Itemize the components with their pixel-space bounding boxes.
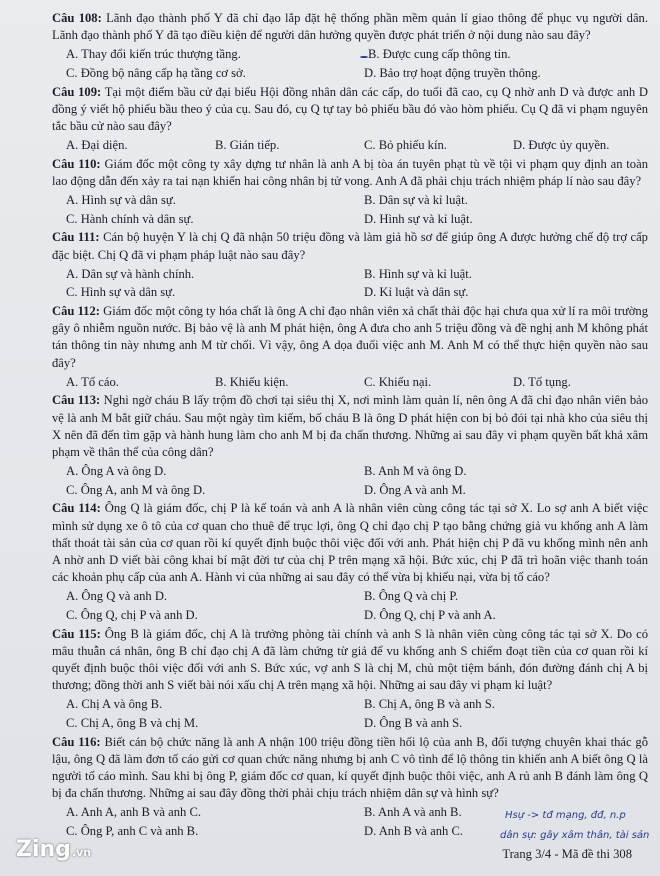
question-number: Câu 114: (52, 501, 101, 516)
option-d: D. Ông B và anh S. (364, 716, 463, 730)
option-d: D. Kỉ luật và dân sự. (364, 285, 469, 300)
question-text: Giám đốc một công ty hóa chất là ông A chỉ đạo nhân viên xả chất thải độc hại chưa qua xử lí ra môi trường gây ô nhiễm nguồn nước. Bị bảo vệ là anh M phát hiện, ông A đưa cho anh 5 triệu đồng và đề nghị anh M không phát tán thông tin này nhưng anh M từ chối. Vì vậy, ông A dọa đuổi việc anh M. Anh M có thể thực hiện quyền nào sau đây? (52, 303, 648, 370)
question-number: Câu 113: (52, 393, 101, 408)
exam-page (52, 10, 648, 870)
option-c: C. Hành chính và dân sự. (66, 211, 194, 226)
zing-logo: Zing.vn (16, 837, 92, 862)
options-110-row2 (52, 211, 648, 228)
options-111 (52, 266, 648, 283)
options-113-row2 (52, 482, 648, 499)
question-number: Câu 108: (52, 11, 102, 25)
option-d: D. Tố tụng. (513, 374, 571, 389)
options-109 (52, 137, 648, 154)
option-b: B. Hình sự và kỉ luật. (364, 266, 472, 281)
handwritten-note-2: dân sự: gây xâm thân, tài sản (500, 830, 650, 841)
option-b: B. Anh M và ông D. (364, 464, 467, 479)
option-a: A. Hình sự và dân sự. (66, 193, 176, 208)
option-b: B. Dân sự và kỉ luật. (364, 193, 468, 208)
question-text: Tại một điểm bầu cử đại biểu Hội đồng nhân dân các cấp, do tuổi đã cao, cụ Q nhờ anh D và được anh D đồng ý viết hộ phiếu bầu theo ý của cụ. Sau đó, cụ Q tự tay bỏ phiếu bầu đó vào hòm phiếu. Cụ Q đã vi phạm nguyên tắc bầu cử nào sau đây? (52, 84, 648, 133)
option-c: C. Chị A, ông B và chị M. (66, 716, 199, 730)
options-114-row2 (52, 607, 648, 624)
question-number: Câu 110: (52, 156, 101, 171)
question-110 (52, 156, 648, 190)
option-d: D. Anh B và anh C. (364, 824, 463, 838)
answer-circle (360, 56, 368, 58)
option-c: C. Ông A, anh M và ông D. (66, 482, 206, 497)
option-a: A. Chị A và ông B. (66, 697, 163, 712)
options-115-row2 (52, 715, 648, 732)
page-footer: Trang 3/4 - Mã đề thi 308 (502, 847, 632, 861)
option-a: A. Tố cáo. (66, 374, 119, 389)
option-c: C. Đồng bộ nâng cấp hạ tầng cơ sở. (66, 66, 246, 80)
question-text: Ông Q là giám đốc, chị P là kế toán và anh A là nhân viên cùng công tác tại sở X. Lo sợ anh A biết việc mình sử dụng xe ô tô của cơ quan cho thuê để trục lợi, ông Q chỉ đạo chị P tạo bằng chứng giả vu khống anh A làm thất thoát tài sản của cơ quan rồi kí quyết định buộc thôi việc đối với anh. Phát hiện chị P đã vu khống mình nên anh A nhờ anh D viết bài công khai bí mật đời tư của chị P trên mạng xã hội. Bức xúc, chị P đã trì hoãn việc thanh toán các khoản phụ cấp của anh A. Hành vi của những ai sau đây có thể vừa bị khiếu nại, vừa bị tố cáo? (52, 501, 648, 585)
options-108 (52, 46, 648, 63)
question-text: Ông B là giám đốc, chị A là trưởng phòng tài chính và anh S là nhân viên cùng công tác tại sở X. Do có mâu thuẫn cá nhân, ông B chỉ đạo chị A đã làm chứng từ giả để vu khống anh S chiếm đoạt tiền của cơ quan rồi kí quyết định buộc thôi việc đối với anh S. Bức xúc, vợ anh S là chị M, chủ một tiệm bánh, đón đường đánh chị A bị thương; đồng thời anh S viết bài nói xấu chị A trên mạng xã hội. Những ai sau đây vi phạm kỉ luật? (52, 626, 648, 693)
options-110 (52, 192, 648, 209)
option-b: B. Chị A, ông B và anh S. (364, 697, 495, 712)
question-number: Câu 116: (52, 734, 101, 749)
option-d: D. Bảo trợ hoạt động truyền thông. (364, 66, 541, 80)
question-111 (52, 229, 648, 263)
option-a: A. Ông A và ông D. (66, 464, 167, 479)
options-114 (52, 588, 648, 605)
question-114 (52, 500, 648, 586)
option-c: C. Ông P, anh C và anh B. (66, 824, 199, 838)
option-a: A. Đại diện. (66, 138, 128, 153)
question-number: Câu 115: (52, 626, 101, 641)
options-112 (52, 374, 648, 391)
options-111-row2 (52, 284, 648, 301)
options-108-row2 (52, 65, 648, 82)
question-text: Lãnh đạo thành phố Y đã chỉ đạo lắp đặt hệ thống phần mềm quản lí giao thông để phục vụ người dân. Lãnh đạo thành phố Y đã tạo điều kiện để người dân hưởng quyền được phát triển ở nội dung nào sau đây? (52, 11, 648, 43)
option-d: D. Được ủy quyền. (513, 138, 610, 153)
option-b: B. Được cung cấp thông tin. (350, 46, 648, 63)
question-number: Câu 109: (52, 84, 102, 99)
options-113 (52, 463, 648, 480)
option-a: A. Anh A, anh B và anh C. (66, 805, 202, 820)
option-a: A. Ông Q và anh D. (66, 589, 168, 604)
option-a: A. Dân sự và hành chính. (66, 266, 195, 281)
question-112 (52, 303, 648, 372)
question-text: Nghi ngờ cháu B lấy trộm đồ chơi tại siêu thị X, nơi mình làm quản lí, nên ông A đã chỉ đạo nhân viên bảo vệ là anh M bắt giữ cháu. Sau một ngày tìm kiếm, bố cháu B là ông D phát hiện con bị bỏ đói tại nhà kho của siêu thị X nên đã đến tìm gặp và hành hung làm cho anh M bị đa chấn thương. Những ai sau đây vi phạm quyền bất khả xâm phạm về thân thể của công dân? (52, 393, 649, 459)
question-number: Câu 112: (52, 303, 100, 318)
option-c: C. Bỏ phiếu kín. (364, 138, 447, 153)
handwritten-note-1: Hsự -> tđ mạng, đđ, n.p (505, 810, 626, 821)
question-text: Giám đốc một công ty xây dựng tư nhân là anh A bị tòa án tuyên phạt tù về tội vi phạm quy định an toàn lao động dẫn đến xảy ra tai nạn khiến hai công nhân bị tử vong. Anh A đã phải chịu trách nhiệm pháp lí nào sau đây? (52, 156, 648, 188)
question-number: Câu 111: (52, 230, 100, 245)
option-b: B. Khiếu kiện. (215, 374, 289, 389)
option-b: B. Anh A và anh B. (364, 805, 462, 820)
question-115 (52, 626, 648, 695)
question-113 (52, 392, 648, 461)
option-b: B. Ông Q và chị P. (364, 589, 459, 604)
options-115 (52, 696, 648, 713)
option-b: B. Gián tiếp. (215, 138, 280, 153)
option-c: C. Khiếu nại. (364, 374, 432, 389)
question-109 (52, 84, 648, 136)
option-a: A. Thay đổi kiến trúc thượng tầng. (66, 47, 241, 62)
question-text: Biết cán bộ chức năng là anh A nhận 100 triệu đồng tiền hối lộ của anh B, đối tượng chuyên khai thác gỗ lậu, ông Q đã làm đơn tố cáo gửi cơ quan chức năng nhưng bị anh C vô tình để lộ thông tin khiến anh A biết ông Q là người tố cáo mình. Sau khi bị ông P, giám đốc cơ quan, kí quyết định buộc thôi việc, anh A rủ anh B đánh làm ông Q bị đa chấn thương. Những ai sau đây đồng thời phải chịu trách nhiệm dân sự và hình sự? (52, 734, 648, 801)
option-d: D. Ông A và anh M. (364, 482, 466, 497)
question-108 (52, 10, 648, 44)
question-text: Cán bộ huyện Y là chị Q đã nhận 50 triệu đồng và làm giả hồ sơ để giúp ông A được hưởng chế độ trợ cấp đặc biệt. Chị Q đã vi phạm pháp luật nào sau đây? (52, 230, 648, 262)
option-c: C. Hình sự và dân sự. (66, 285, 176, 300)
option-d: D. Ông Q, chị P và anh A. (364, 608, 496, 622)
option-c: C. Ông Q, chị P và anh D. (66, 608, 198, 622)
option-d: D. Hình sự và kỉ luật. (364, 211, 473, 226)
question-116 (52, 734, 648, 803)
